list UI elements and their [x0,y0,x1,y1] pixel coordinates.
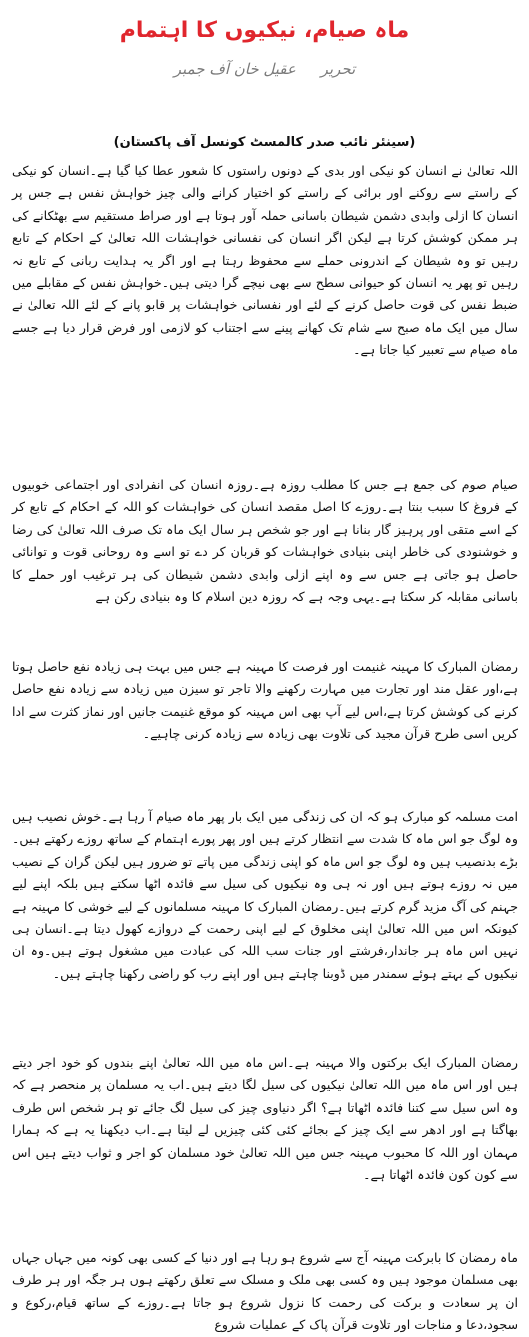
paragraph: ماہ رمضان کا بابرکت مہینہ آج سے شروع ہو رہا ہے اور دنیا کے کسی بھی کونہ میں جہاں جہاں بھی مسلمان موجود ہیں وہ کسی بھی ملک و مسلک سے تعلق رکھتے ہوں ہر جگہ اور ہر طرف ان پر سعادت و برکت کی رحمت کا نزول شروع ہو جاتا ہے۔روزے کے ساتھ قیام،رکوع و سجود،دعا و مناجات اور تلاوت قرآن پاک کے عملیات شروع [12,1250,518,1333]
byline [0,60,529,78]
paragraph: رمضان المبارک ایک برکتوں والا مہینہ ہے۔اس ماہ میں اللہ تعالیٰ اپنے بندوں کو خود اجر دیتے ہیں اور اس ماہ میں اللہ تعالیٰ نیکیوں کی سیل لگا دیتے ہیں۔اب یہ مسلمان پر منحصر ہے کہ وہ اس سیل سے کتنا فائدہ اٹھاتا ہے؟ اگر دنیاوی چیز کی سیل لگ جائے تو ہر شخص اس طرف بھاگتا ہے اور ادھر سے ایک چیز کے بجائے کئی کئی چیزیں لے لیتا ہے۔اب دیکھنا یہ ہے کہ ہمارا مہمان اور اللہ کا محبوب مہینہ جس میں اللہ تعالیٰ خود مسلمان کو اجر و ثواب دیتے ہیں اس سے کون کون فائدہ اٹھاتا ہے۔ [12,1055,518,1183]
author-role: (سینئر نائب صدر کالمسٹ کونسل آف پاکستان) [113,135,416,150]
paragraph: رمضان المبارک کا مہینہ غنیمت اور فرصت کا مہینہ ہے جس میں بہت ہی زیادہ نفع حاصل ہوتا ہے،اور عقل مند اور تجارت میں مہارت رکھنے والا تاجر تو سیزن میں زیادہ سے زیادہ نفع حاصل کرنے کی کوشش کرتا ہے،اس لیے آپ بھی اس مہینہ کو موقع غنیمت جانیں اور نماز کثرت سے ادا کریں اسی طرح قرآن مجید کی تلاوت بھی زیادہ سے زیادہ کرنی چاہیے۔ [12,659,518,742]
article-body [12,160,518,1337]
paragraph: صیام صوم کی جمع ہے جس کا مطلب روزہ ہے۔روزہ انسان کی انفرادی اور اجتماعی خوبیوں کے فروغ کا سبب بنتا ہے۔روزے کا اصل مقصد انسان کی خواہشات کو اللہ کے احکام کے تابع کر کے اسے متقی اور پرہیز گار بنانا ہے اور جو شخص ہر سال ایک ماہ تک صرف اللہ تعالیٰ کی رضا و خوشنودی کی خاطر اپنی بنیادی خواہشات کو قربان کر دے تو اسے وہ روحانی قوت و توانائی حاصل ہو جاتی ہے جس سے وہ اپنے ازلی وابدی دشمن شیطان کی ہر ترغیب اور حملے کا باسانی مقابلہ کر سکتا ہے۔یہی وجہ ہے کہ روزہ دین اسلام کا وہ بنیادی رکن ہے [12,477,518,605]
paragraph: اللہ تعالیٰ نے انسان کو نیکی اور بدی کے دونوں راستوں کا شعور عطا کیا گیا ہے۔انسان کو نیکی کے راستے سے روکنے اور برائی کے راستے کو اختیار کرانے والی چیز خواہش نفس ہے جس پر انسان کا ازلی وابدی دشمن شیطان باسانی حملہ آور ہوتا ہے اور صراط مستقیم سے بھٹکانے کی ہر ممکن کوشش کرتا ہے لیکن اگر انسان کی نفسانی خواہشات اللہ تعالیٰ کے احکام کے تابع رہیں تو وہ شیطان کے اندرونی حملے سے محفوظ رہتا ہے اور اگر یہ ہدایت ربانی کے تابع نہ رہیں تو پھر یہ انسان کو حیوانی سطح سے بھی نیچے گرا دیتی ہیں۔خواہش نفس کے مقابلے میں ضبط نفس کی قوت حاصل کرنے کے لئے اور نفسانی خواہشات پر قابو پانے کے لئے اللہ تعالیٰ نے سال میں ایک ماہ صبح سے شام تک کھانے پینے سے اجتناب کو لازمی اور فرض قرار دیا ہے جسے ماہ صیام سے تعبیر کیا جاتا ہے۔ [12,163,518,358]
author-name: عقیل خان آف جمبر [173,60,296,78]
article-title: ماہ صیام، نیکیوں کا اہتمام [119,18,410,43]
byline-label: تحریر [320,60,356,78]
paragraph: امت مسلمہ کو مبارک ہو کہ ان کی زندگی میں ایک بار پھر ماہ صیام آ رہا ہے۔خوش نصیب ہیں وہ لوگ جو اس ماہ کا شدت سے انتظار کرتے ہیں اور پھر پورے اہتمام کے ساتھ روزے رکھتے ہیں۔بڑے بدنصیب ہیں وہ لوگ جو اس ماہ کو اپنی زندگی میں پاتے تو ضرور ہیں لیکن گران کے نصیب میں نہ روزے ہوتے ہیں اور نہ ہی وہ نیکیوں کی سیل سے فائدہ اٹھا سکتے ہیں بلکہ اپنے لیے جہنم کی آگ مزید گرم کرتے ہیں۔رمضان المبارک کا مہینہ مسلمانوں کے لیے خوشی کا مہینہ ہے کیونکہ اس میں اللہ تعالیٰ اپنی مخلوق کے لیے اپنی رحمت کے دروازے کھول دیتا ہے۔انسان ہی نہیں اس ماہ ہر جاندار،فرشتے اور جنات سب اللہ کی عبادت میں مشغول ہوتے ہیں۔وہ ان نیکیوں کے بہتے ہوئے سمندر میں ڈوبنا چاہتے ہیں اور اپنے رب کو راضی رکھنا چاہتے ہیں۔ [12,809,518,981]
